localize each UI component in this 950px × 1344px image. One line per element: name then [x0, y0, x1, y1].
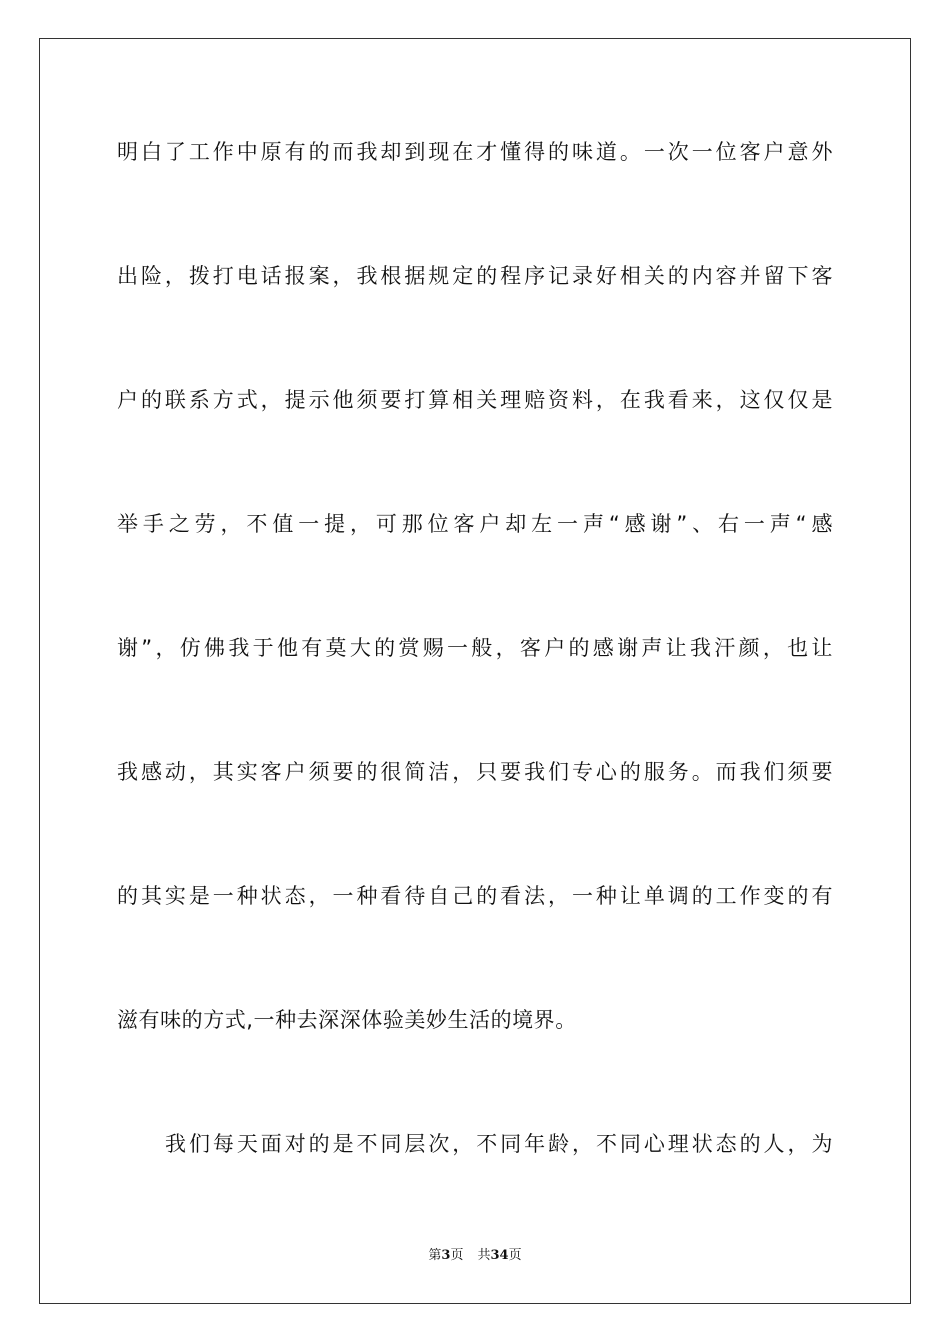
- page-suffix: 页: [450, 1248, 464, 1263]
- body-text-line-8: 滋有味的方式,一种去深深体验美妙生活的境界。: [117, 1008, 577, 1032]
- page-footer: [0, 1247, 950, 1265]
- body-text-line-1: 明白了工作中原有的而我却到现在才懂得的味道。一次一位客户意外: [117, 140, 833, 164]
- body-text-line-2: 出险，拨打电话报案，我根据规定的程序记录好相关的内容并留下客: [117, 264, 833, 288]
- page-number: 3: [441, 1248, 451, 1263]
- body-text-line-7: 的其实是一种状态，一种看待自己的看法，一种让单调的工作变的有: [117, 884, 833, 908]
- total-pages: 34: [490, 1248, 509, 1263]
- page-border: [39, 38, 911, 1304]
- paragraph-start-line: 我们每天面对的是不同层次，不同年龄，不同心理状态的人，为: [165, 1132, 833, 1156]
- body-text-line-3: 户的联系方式，提示他须要打算相关理赔资料，在我看来，这仅仅是: [117, 388, 833, 412]
- total-prefix: 共: [477, 1248, 491, 1263]
- body-text-line-6: 我感动，其实客户须要的很简洁，只要我们专心的服务。而我们须要: [117, 760, 833, 784]
- total-suffix: 页: [508, 1248, 522, 1263]
- page-prefix: 第: [428, 1248, 442, 1263]
- body-text-line-4: 举手之劳，不值一提，可那位客户却左一声“感谢”、右一声“感: [117, 512, 833, 536]
- body-text-line-5: 谢”，仿佛我于他有莫大的赏赐一般，客户的感谢声让我汗颜，也让: [117, 636, 833, 660]
